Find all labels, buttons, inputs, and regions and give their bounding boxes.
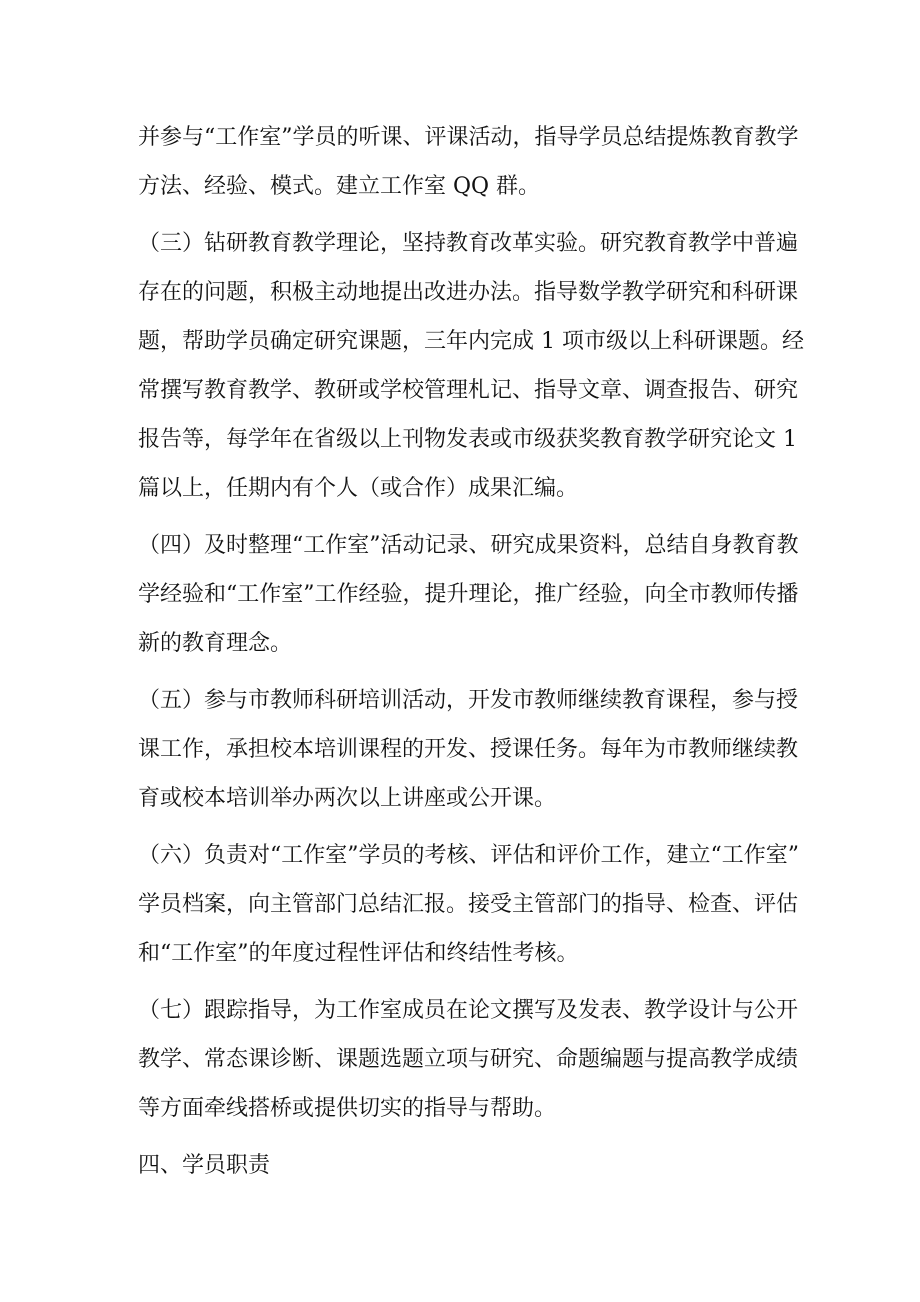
paragraph [138, 831, 799, 978]
text-line: 篇以上，任期内有个人（或合作）成果汇编。 [138, 476, 579, 501]
text-line: 学员档案，向主管部门总结汇报。接受主管部门的指导、检查、评估 [138, 892, 799, 917]
text-line: （六）负责对“工作室”学员的考核、评估和评价工作，建立“工作室” [138, 843, 799, 868]
paragraph [138, 986, 799, 1133]
document-body [138, 113, 804, 1190]
paragraph [138, 521, 799, 668]
text-line: 和“工作室”的年度过程性评估和终结性考核。 [138, 941, 579, 966]
paragraph [138, 219, 804, 513]
text-line: 存在的问题，积极主动地提出改进办法。指导数学教学研究和科研课 [138, 280, 799, 305]
text-line: 方法、经验、模式。建立工作室 QQ 群。 [138, 174, 541, 199]
paragraph [138, 113, 799, 211]
text-line: 常撰写教育教学、教研或学校管理札记、指导文章、调查报告、研究 [138, 378, 799, 403]
text-line: 育或校本培训举办两次以上讲座或公开课。 [138, 786, 557, 811]
text-line: 报告等，每学年在省级以上刊物发表或市级获奖教育教学研究论文 1 [138, 427, 797, 452]
section-heading [138, 1141, 788, 1190]
paragraph [138, 676, 799, 823]
section-heading-text: 四、学员职责 [138, 1153, 271, 1178]
text-line: 学经验和“工作室”工作经验，提升理论，推广经验，向全市教师传播 [138, 582, 799, 607]
text-line: （五）参与市教师科研培训活动，开发市教师继续教育课程，参与授 [138, 688, 799, 713]
text-line: 题，帮助学员确定研究课题，三年内完成 1 项市级以上科研课题。经 [138, 329, 804, 354]
text-line: 教学、常态课诊断、课题选题立项与研究、命题编题与提高教学成绩 [138, 1047, 799, 1072]
text-line: 新的教育理念。 [138, 631, 293, 656]
text-line: （七）跟踪指导，为工作室成员在论文撰写及发表、教学设计与公开 [138, 998, 799, 1023]
text-line: （四）及时整理“工作室”活动记录、研究成果资料，总结自身教育教 [138, 533, 799, 558]
text-line: 等方面牵线搭桥或提供切实的指导与帮助。 [138, 1096, 557, 1121]
text-line: 课工作，承担校本培训课程的开发、授课任务。每年为市教师继续教 [138, 737, 799, 762]
text-line: （三）钻研教育教学理论，坚持教育改革实验。研究教育教学中普遍 [138, 231, 799, 256]
text-line: 并参与“工作室”学员的听课、评课活动，指导学员总结提炼教育教学 [138, 125, 799, 150]
